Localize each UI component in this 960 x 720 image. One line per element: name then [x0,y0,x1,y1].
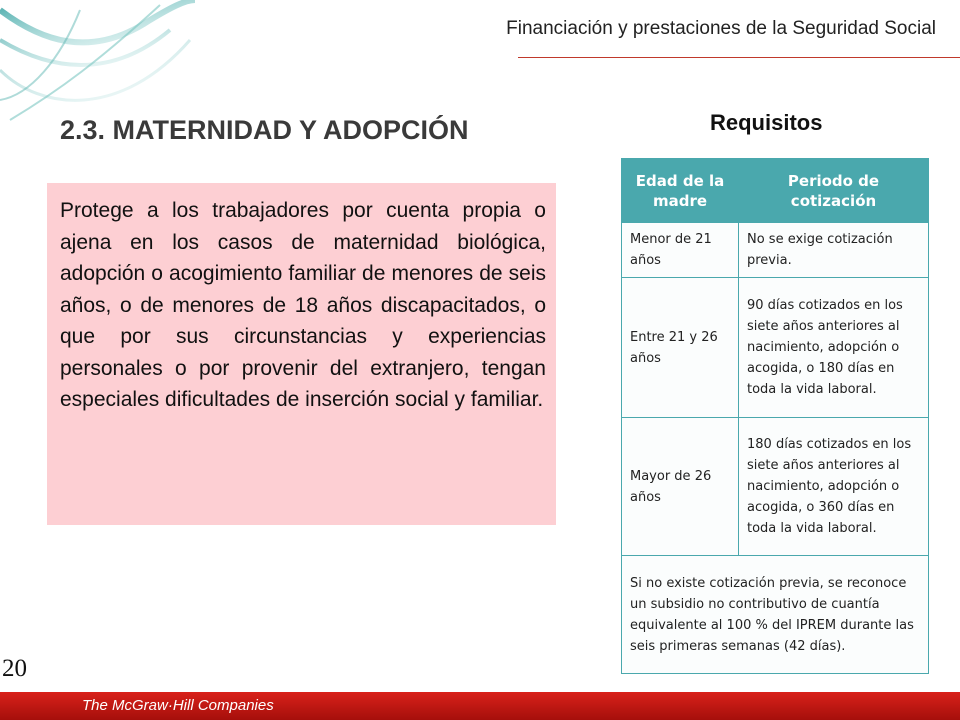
table-footnote-row [622,556,929,674]
decorative-swirl [0,0,200,130]
footer-brand-logo: The McGraw·Hill Companies [82,697,274,714]
header-divider [518,57,960,58]
header-title: Financiación y prestaciones de la Seguridad Social [506,18,936,39]
requirements-title: Requisitos [710,110,823,135]
description-text: Protege a los trabajadores por cuenta propia o ajena en los casos de maternidad biológica, adopción o acogimiento familiar de menores de seis años, o de menores de 18 años discapacitados, o que por sus circunstancias y experiencias personales o por provenir del extranjero, tengan especiales dificultades de inserción social y familiar. [60,199,546,411]
requirements-table [621,158,929,674]
table-row [622,418,929,556]
row-age: Menor de 21 años [622,223,739,278]
table-footnote: Si no existe cotización previa, se reconoce un subsidio no contributivo de cuantía equivalente al 100 % del IPREM durante las seis primeras semanas (42 días). [622,556,929,674]
row-period: 90 días cotizados en los siete años anteriores al nacimiento, adopción o acogida, o 180 días en toda la vida laboral. [739,278,929,418]
row-age: Entre 21 y 26 años [622,278,739,418]
row-period: No se exige cotización previa. [739,223,929,278]
header-period: Periodo de cotización [739,159,929,223]
section-title: 2.3. MATERNIDAD Y ADOPCIÓN [60,115,469,145]
footer-bar [0,692,960,720]
description-box [47,183,556,525]
table-header-row [622,159,929,223]
table-row [622,278,929,418]
table-row [622,223,929,278]
row-age: Mayor de 26 años [622,418,739,556]
header-age: Edad de la madre [622,159,739,223]
row-period: 180 días cotizados en los siete años anteriores al nacimiento, adopción o acogida, o 360 días en toda la vida laboral. [739,418,929,556]
page-number: 20 [2,655,27,682]
